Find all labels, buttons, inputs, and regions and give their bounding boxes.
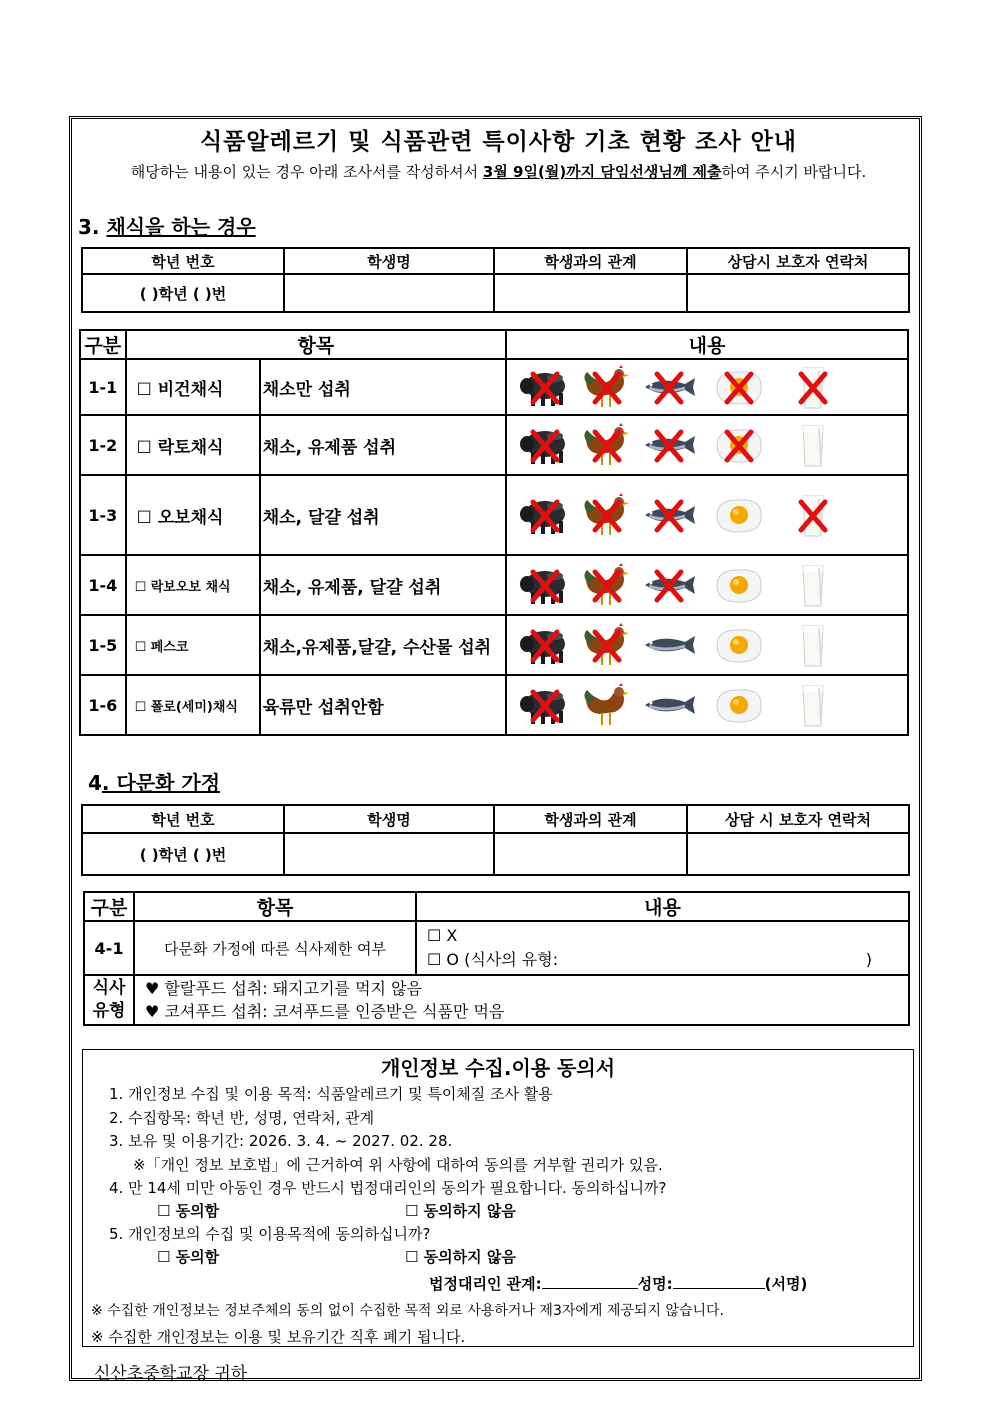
milk-icon [785,422,841,468]
diet-type-checkbox[interactable]: ☐ 페스코 [126,615,260,675]
chicken-icon [579,622,635,668]
vegetarian-row [80,475,908,555]
milk-icon [785,622,841,668]
option-o-row [427,948,908,972]
student-name-field[interactable] [284,274,494,312]
diet-description: 채소만 섭취 [260,359,506,415]
section4-title [88,767,220,796]
egg-icon [711,622,767,668]
kosher-text: ♥ 코셔푸드 섭취: 코셔푸드를 인증받은 식품만 먹음 [145,1002,505,1021]
diet-description: 채소, 유제품, 달걀 섭취 [260,555,506,615]
milk-icon [785,492,841,538]
guardian-name-field[interactable] [673,1274,765,1289]
food-icons [506,615,908,675]
header-contact: 상담시 보호자 연락처 [687,248,909,274]
relationship-field[interactable] [494,274,687,312]
egg-icon [711,492,767,538]
relationship-field[interactable] [494,833,687,875]
agree-checkbox-2[interactable]: ☐ 동의함 [157,1248,220,1266]
diet-description: 채소, 달걀 섭취 [260,475,506,555]
row-code: 4-1 [84,921,134,975]
disagree-checkbox-2[interactable]: ☐ 동의하지 않음 [405,1248,516,1266]
chicken-icon [579,682,635,728]
section4-info-table [81,804,910,876]
egg-icon [711,364,767,410]
page-subtitle [72,161,925,182]
privacy-line3-note: ※「개인 정보 보호법」에 근거하여 위 사항에 대하여 동의를 거부할 권리가 있음. [133,1156,663,1174]
halal-text: ♥ 할랄푸드 섭취: 돼지고기를 먹지 않음 [145,979,423,998]
col-item: 항목 [126,330,506,359]
col-category: 구분 [80,330,126,359]
diet-options [416,921,909,975]
header-grade-number: 학년 번호 [82,805,284,833]
pig-icon [517,562,573,608]
diet-label-2: 유형 [92,1001,126,1021]
guardian-signature-row [429,1273,807,1294]
vegetarian-row [80,615,908,675]
option-o-checkbox[interactable]: ☐ O (식사의 유형: [427,950,559,969]
chicken-icon [579,492,635,538]
privacy-line5: 5. 개인정보의 수집 및 이용목적에 동의하십니까? [109,1225,431,1243]
diet-types [134,975,909,1025]
vegetarian-row [80,415,908,475]
diet-type-checkbox[interactable]: ☐ 락보오보 채식 [126,555,260,615]
row-code: 1-4 [80,555,126,615]
agree-checkbox-1[interactable]: ☐ 동의함 [157,1202,220,1220]
survey-frame [69,116,922,1384]
milk-icon [785,562,841,608]
subtitle-text: 해당하는 내용이 있는 경우 아래 조사서를 작성하셔서 [130,163,483,181]
diet-label-1: 식사 [92,978,126,998]
row-code: 1-3 [80,475,126,555]
page-title: 식품알레르기 및 식품관련 특이사항 기초 현황 조사 안내 [199,129,798,155]
multicultural-table [83,891,910,1026]
diet-description: 채소,유제품,달걀, 수산물 섭취 [260,615,506,675]
milk-icon [785,364,841,410]
grade-number-field[interactable]: ( )학년 ( )번 [82,833,284,875]
section3-text: 채식을 하는 경우 [106,215,256,239]
privacy-note1: ※ 수집한 개인정보는 정보주체의 동의 없이 수집한 목적 외로 사용하거나 제3자에게 제공되지 않습니다. [91,1303,724,1319]
header-student-name: 학생명 [284,805,494,833]
pig-icon [517,422,573,468]
student-name-field[interactable] [284,833,494,875]
fish-icon [641,682,697,728]
chicken-icon [579,364,635,410]
option-x-checkbox[interactable]: ☐ X [427,926,458,945]
food-icons [506,475,908,555]
pig-icon [517,364,573,410]
food-icons [506,555,908,615]
section3-title [78,211,256,240]
header-student-name: 학생명 [284,248,494,274]
fish-icon [641,364,697,410]
col-content: 내용 [506,330,908,359]
egg-icon [711,562,767,608]
fish-icon [641,562,697,608]
diet-type-checkbox[interactable]: ☐ 비건채식 [126,359,260,415]
vegetarian-row [80,359,908,415]
chicken-icon [579,422,635,468]
row-code: 1-6 [80,675,126,735]
diet-description: 채소, 유제품 섭취 [260,415,506,475]
pig-icon [517,682,573,728]
grade-number-field[interactable]: ( )학년 ( )번 [82,274,284,312]
header-relationship: 학생과의 관계 [494,248,687,274]
row-code: 1-5 [80,615,126,675]
header-relationship: 학생과의 관계 [494,805,687,833]
header-grade-number: 학년 번호 [82,248,284,274]
diet-type-label [84,975,134,1025]
privacy-line1: 1. 개인정보 수집 및 이용 목적: 식품알레르기 및 특이체질 조사 활용 [109,1085,553,1103]
vegetarian-row [80,555,908,615]
sign-label: (서명) [764,1275,808,1293]
pig-icon [517,622,573,668]
name-label: 성명: [637,1275,673,1293]
food-icons [506,415,908,475]
row-item: 다문화 가정에 따른 식사제한 여부 [134,921,416,975]
pig-icon [517,492,573,538]
food-icons [506,359,908,415]
subtitle-text-end: 하여 주시기 바랍니다. [721,163,867,181]
food-icons [506,675,908,735]
fish-icon [641,422,697,468]
privacy-line4: 4. 만 14세 미만 아동인 경우 반드시 법정대리인의 동의가 필요합니다. 동의하십니까? [109,1179,667,1197]
vegetarian-row [80,675,908,735]
privacy-title: 개인정보 수집.이용 동의서 [380,1056,616,1080]
row-code: 1-2 [80,415,126,475]
option-o-close: ) [865,950,872,969]
guardian-relation-field[interactable] [542,1274,638,1289]
guardian-label: 법정대리인 관계: [429,1275,542,1293]
contact-field[interactable] [687,274,909,312]
privacy-consent-box [82,1049,914,1347]
deadline-text: 3월 9일(월)까지 담임선생님께 제출 [482,163,722,181]
col-category: 구분 [84,892,134,921]
contact-field[interactable] [687,833,909,875]
diet-type-checkbox[interactable]: ☐ 락토채식 [126,415,260,475]
privacy-note2: ※ 수집한 개인정보는 이용 및 보유기간 직후 폐기 됩니다. [91,1328,466,1346]
header-contact: 상담 시 보호자 연락처 [687,805,909,833]
col-content: 내용 [416,892,909,921]
disagree-checkbox-1[interactable]: ☐ 동의하지 않음 [405,1202,516,1220]
section4-text: . 다문화 가정 [101,771,221,795]
col-item: 항목 [134,892,416,921]
diet-type-checkbox[interactable]: ☐ 폴로(세미)채식 [126,675,260,735]
row-code: 1-1 [80,359,126,415]
footer-principal: 신산초중학교장 귀하 [94,1364,248,1384]
egg-icon [711,422,767,468]
milk-icon [785,682,841,728]
diet-type-checkbox[interactable]: ☐ 오보채식 [126,475,260,555]
vegetarian-table [79,329,909,736]
privacy-line2: 2. 수집항목: 학년 반, 성명, 연락처, 관계 [109,1109,375,1127]
section4-num: 4 [88,771,102,795]
egg-icon [711,682,767,728]
chicken-icon [579,562,635,608]
fish-icon [641,492,697,538]
diet-description: 육류만 섭취안함 [260,675,506,735]
fish-icon [641,622,697,668]
privacy-line3: 3. 보유 및 이용기간: 2026. 3. 4. ~ 2027. 02. 28. [109,1132,453,1150]
section3-num: 3. [78,215,107,239]
section3-info-table [81,247,910,313]
